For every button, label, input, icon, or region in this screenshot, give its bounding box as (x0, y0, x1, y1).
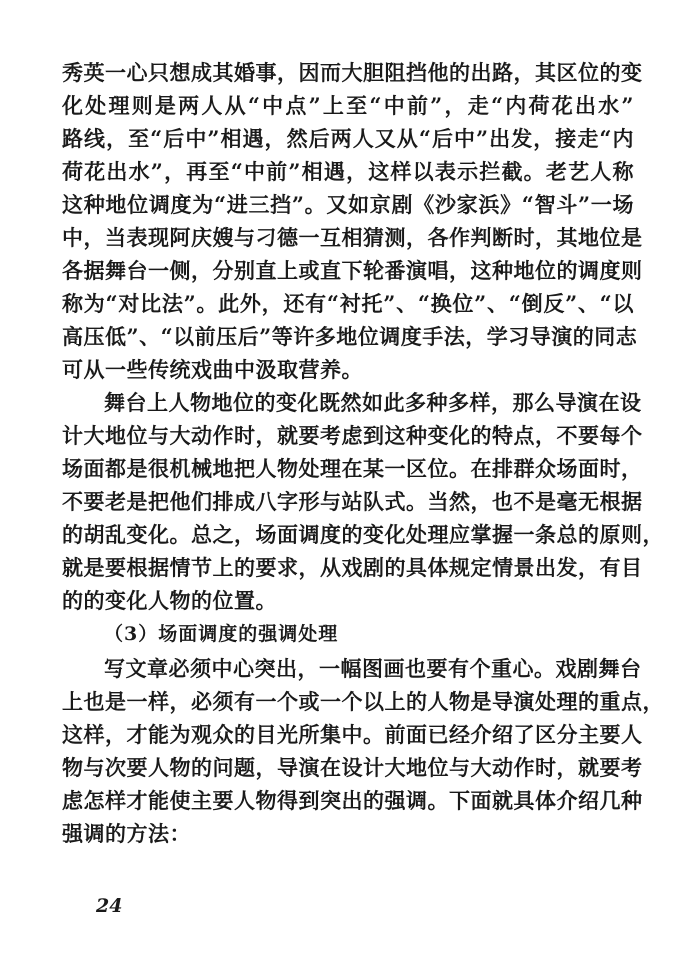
page-number: 24 (96, 895, 123, 917)
text-line: 写文章必须中心突出，一幅图画也要有个重心。戏剧舞台 (104, 656, 642, 681)
body-text (62, 56, 664, 850)
text-line: 计大地位与大动作时，就要考虑到这种变化的特点，不要每个 (62, 423, 643, 448)
section-heading: （3）场面调度的强调处理 (104, 623, 339, 645)
paragraph-3 (62, 652, 664, 850)
text-line: 的胡乱变化。总之，场面调度的变化处理应掌握一条总的原则， (62, 522, 664, 547)
text-line: 就是要根据情节上的要求，从戏剧的具体规定情景出发，有目 (62, 555, 643, 580)
text-line: 物与次要人物的问题，导演在设计大地位与大动作时，就要考 (62, 755, 643, 780)
paragraph-2 (62, 386, 664, 617)
text-line: 荷花出水”，再至“中前”相遇，这样以表示拦截。老艺人称 (62, 159, 634, 184)
text-line: 化处理则是两人从“中点”上至“中前”，走“内荷花出水” (62, 93, 634, 118)
paragraph-1 (62, 56, 643, 386)
text-line: 称为“对比法”。此外，还有“衬托”、“换位”、“倒反”、“以 (62, 291, 634, 316)
text-line: 上也是一样，必须有一个或一个以上的人物是导演处理的重点， (62, 689, 664, 714)
text-line: 各据舞台一侧，分别直上或直下轮番演唱，这种地位的调度则 (62, 258, 643, 283)
text-line: 可从一些传统戏曲中汲取营养。 (62, 357, 363, 382)
text-line: 路线，至“后中”相遇，然后两人又从“后中”出发，接走“内 (62, 126, 634, 151)
text-line: 不要老是把他们排成八字形与站队式。当然，也不是毫无根据 (62, 489, 643, 514)
text-line: 舞台上人物地位的变化既然如此多种多样，那么导演在设 (104, 390, 642, 415)
text-line: 秀英一心只想成其婚事，因而大胆阻挡他的出路，其区位的变 (62, 60, 643, 85)
text-line: 强调的方法： (62, 821, 191, 846)
text-line: 虑怎样才能使主要人物得到突出的强调。下面就具体介绍几种 (62, 788, 643, 813)
text-line: 这样，才能为观众的目光所集中。前面已经介绍了区分主要人 (62, 722, 643, 747)
text-line: 中，当表现阿庆嫂与刁德一互相猜测，各作判断时，其地位是 (62, 225, 643, 250)
text-line: 场面都是很机械地把人物处理在某一区位。在排群众场面时， (62, 456, 643, 481)
text-line: 这种地位调度为“进三挡”。又如京剧《沙家浜》“智斗”一场 (62, 192, 634, 217)
text-line: 的的变化人物的位置。 (62, 588, 277, 613)
text-line: 高压低”、“以前压后”等许多地位调度手法，学习导演的同志 (62, 324, 638, 349)
